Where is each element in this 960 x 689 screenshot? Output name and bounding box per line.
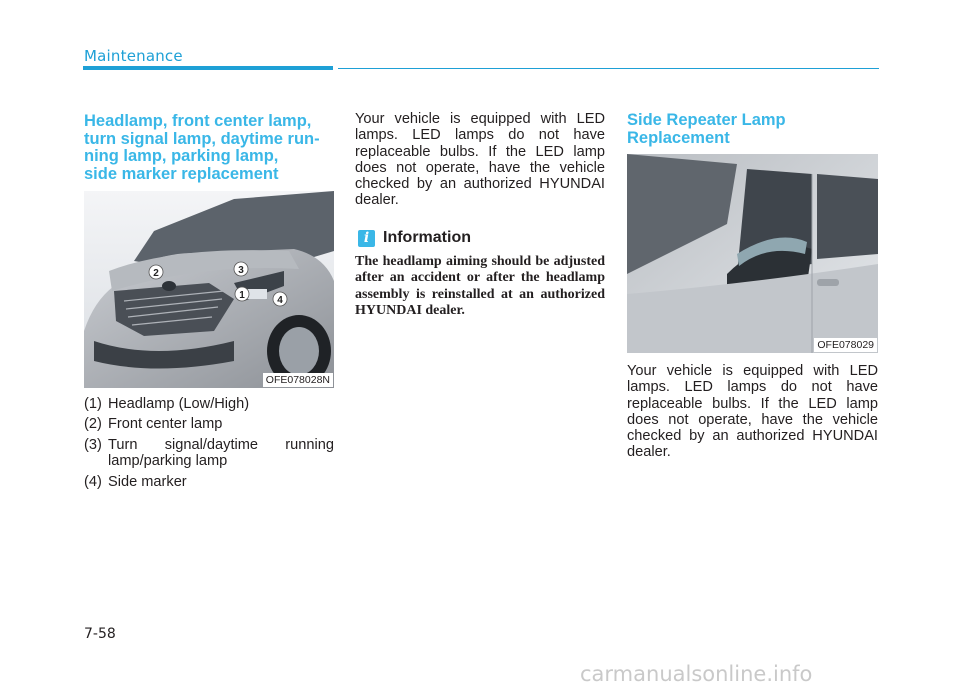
image-code: OFE078029 <box>814 338 877 352</box>
info-icon: i <box>358 230 375 247</box>
car-front-illustration <box>84 191 334 388</box>
side-mirror-illustration <box>627 154 878 353</box>
page-number: 7-58 <box>84 626 116 642</box>
headlamp-heading <box>84 113 344 183</box>
callout-4: 4 <box>277 295 283 306</box>
header-rule-thick <box>83 66 333 70</box>
heading-line: side marker replacement <box>84 164 279 183</box>
heading-line: Side Repeater Lamp <box>627 111 786 129</box>
heading-line: Headlamp, front center lamp, <box>84 112 312 130</box>
headlamp-photo <box>84 191 334 388</box>
list-number: (2) <box>84 416 102 433</box>
list-number: (4) <box>84 473 102 490</box>
list-item <box>84 474 334 490</box>
list-number: (3) <box>84 436 102 453</box>
callout-2: 2 <box>153 268 159 279</box>
list-item <box>84 396 334 412</box>
list-item <box>84 416 334 432</box>
heading-line: Replacement <box>627 128 730 147</box>
side-repeater-photo <box>627 154 878 353</box>
list-text: Turn signal/daytime running lamp/parking lamp <box>108 436 334 470</box>
side-repeater-heading <box>627 112 887 147</box>
info-text: The headlamp aiming should be adjusted after an accident or after the headlamp assembly is reinstalled at an authorized HYUNDAI dealer. <box>355 254 605 318</box>
image-code: OFE078028N <box>263 373 333 387</box>
callout-1: 1 <box>239 290 245 301</box>
list-text: Side marker <box>108 473 187 490</box>
watermark: carmanualsonline.info <box>580 662 813 686</box>
list-item <box>84 437 334 470</box>
list-text: Front center lamp <box>108 416 223 433</box>
callout-3: 3 <box>238 265 244 276</box>
info-header <box>358 229 471 247</box>
heading-line: turn signal lamp, daytime run- <box>84 129 320 148</box>
info-title: Information <box>383 229 471 246</box>
heading-line: ning lamp, parking lamp, <box>84 147 279 165</box>
led-paragraph: Your vehicle is equipped with LED lamps. LED lamps do not have replaceable bulbs. If the LED lamp does not operate, have the vehicle checked by an authorized HYUNDAI dealer. <box>355 111 605 209</box>
lamp-list <box>84 396 334 494</box>
list-number: (1) <box>84 396 102 412</box>
section-title: Maintenance <box>84 47 183 65</box>
header-rule-thin <box>338 68 879 70</box>
side-repeater-paragraph: Your vehicle is equipped with LED lamps. LED lamps do not have replaceable bulbs. If the LED lamp does not operate, have the vehicle checked by an authorized HYUNDAI dealer. <box>627 363 878 461</box>
list-text: Headlamp (Low/High) <box>108 396 250 412</box>
